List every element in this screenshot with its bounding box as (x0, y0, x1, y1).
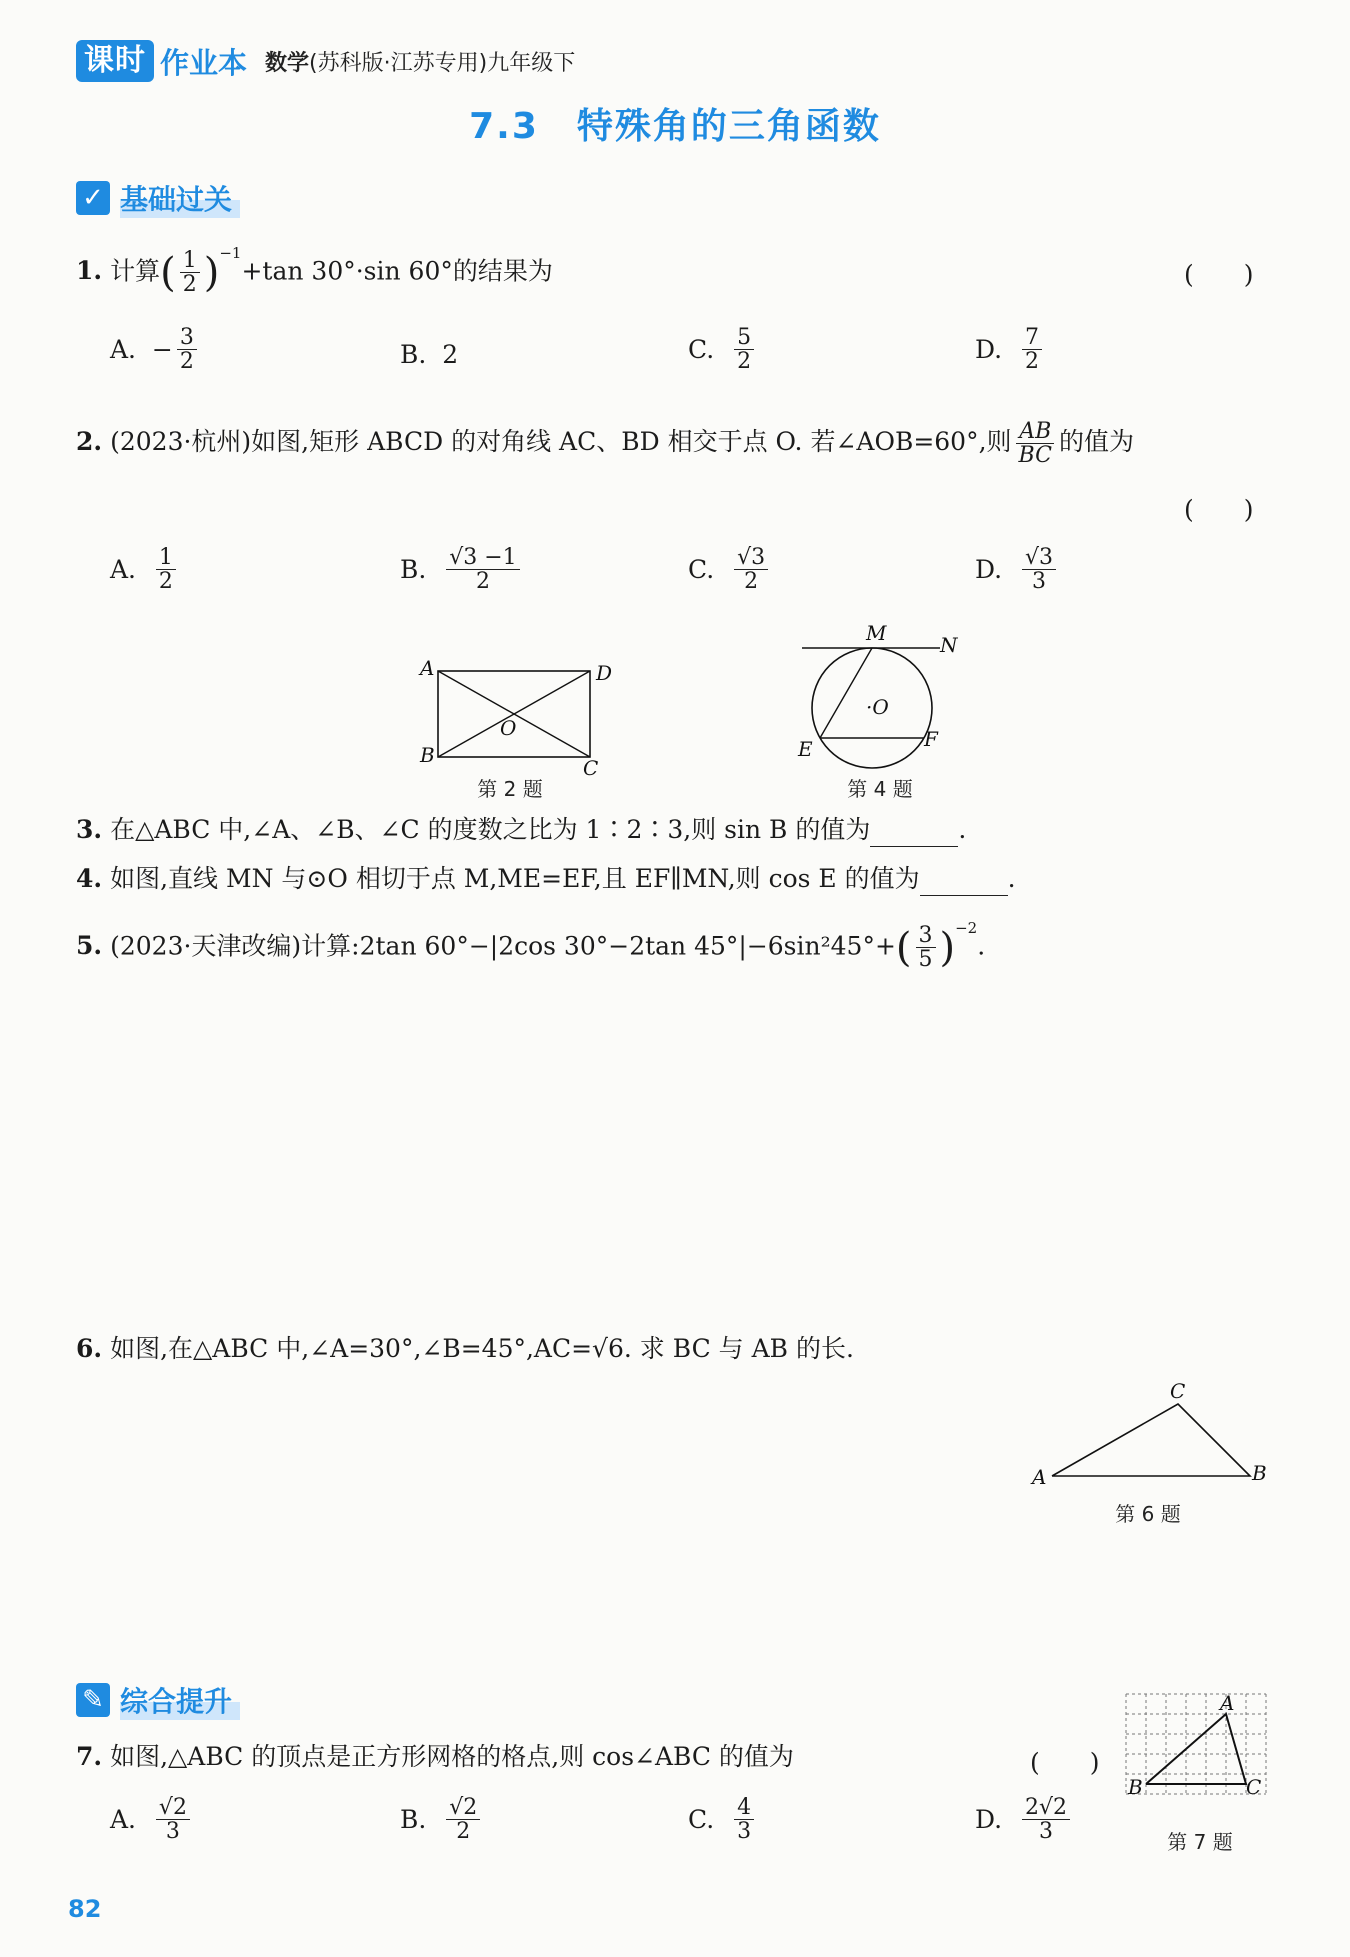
brand-logo: 课时 (76, 40, 154, 82)
q2-option-d: D. $\frac{√3}{3}$ (975, 546, 1060, 593)
q1-option-a: A. − $\frac{3}{2}$ (110, 326, 201, 373)
fig6-label-b: B (1252, 1461, 1267, 1485)
q5-number: 5. (76, 931, 103, 961)
q7-text: 如图,△ABC 的顶点是正方形网格的格点,则 cos∠ABC 的值为 (110, 1742, 794, 1771)
q5-end: . (977, 931, 986, 961)
fig2-label-c: C (583, 756, 599, 780)
section-basic-title: 基础过关 (120, 178, 240, 218)
fig4-label-e: E (798, 737, 813, 761)
q7-answer-paren: ( ) (1030, 1748, 1100, 1777)
q1-number: 1. (76, 256, 103, 286)
fig2-label-a: A (420, 656, 435, 680)
q4-number: 4. (76, 864, 103, 893)
q1-frac-num: 1 (180, 249, 200, 273)
question-6 (76, 1332, 854, 1366)
figure-4-circle (790, 622, 975, 774)
fig2-label-b: B (420, 743, 435, 767)
figure-7-caption: 第 7 题 (1167, 1830, 1233, 1854)
subject-label: 数学 (265, 50, 310, 76)
q7-option-d: D. $\frac{2√2}{3}$ (975, 1796, 1074, 1843)
section-basic (76, 178, 240, 218)
q7-number: 7. (76, 1742, 103, 1771)
section-advanced (76, 1680, 240, 1720)
figure-6-triangle (1030, 1380, 1270, 1490)
q2-option-a: A. $\frac{1}{2}$ (110, 546, 180, 593)
q4-text: 如图,直线 MN 与⊙O 相切于点 M,ME=EF,且 EF∥MN,则 cos E 的值为 (110, 864, 920, 893)
q2-number: 2. (76, 427, 103, 457)
fig4-label-n: N (940, 633, 958, 657)
q4-end: . (1007, 864, 1016, 893)
q1-pre: 计算 (110, 256, 161, 286)
q5-exp: −2 (955, 919, 978, 937)
q4-answer-blank[interactable] (920, 871, 1008, 896)
figure-6-caption: 第 6 题 (1115, 1502, 1181, 1526)
fig4-label-m: M (866, 621, 887, 645)
fig4-label-o: ·O (866, 695, 889, 719)
page-number: 82 (68, 1895, 102, 1923)
q1-option-b: B. 2 (400, 340, 459, 369)
q1-frac-den: 2 (182, 272, 197, 298)
q2-post: 的值为 (1058, 427, 1134, 457)
brand-series: 作业本 (160, 45, 248, 80)
question-7 (76, 1740, 794, 1774)
q2-answer-paren: ( ) (1184, 495, 1254, 524)
q5-frac-den: 5 (918, 947, 933, 973)
figure-7-grid-triangle (1122, 1690, 1272, 1810)
q7-option-c: C. $\frac{4}{3}$ (688, 1796, 758, 1843)
figure-2-caption: 第 2 题 (477, 777, 543, 801)
q5-text: (2023·天津改编)计算:2tan 60°−|2cos 30°−2tan 45°|−6sin²45°+ (110, 931, 896, 961)
q1-answer-paren: ( ) (1184, 260, 1254, 289)
q2-frac-num: AB (1016, 420, 1054, 444)
q7-option-b: B. $\frac{√2}{2}$ (400, 1796, 484, 1843)
q3-text: 在△ABC 中,∠A、∠B、∠C 的度数之比为 1∶2∶3,则 sin B 的值为 (110, 815, 871, 844)
q5-frac-num: 3 (916, 924, 936, 948)
section-advanced-title: 综合提升 (120, 1680, 240, 1720)
q1-option-c: C. $\frac{5}{2}$ (688, 326, 758, 373)
fig6-label-a: A (1032, 1465, 1047, 1489)
fig7-label-a: A (1220, 1691, 1235, 1715)
q3-number: 3. (76, 815, 103, 844)
figure-2-rectangle (410, 655, 613, 780)
q2-option-c: C. $\frac{√3}{2}$ (688, 546, 772, 593)
page-title: 7.3 特殊角的三角函数 (469, 106, 881, 147)
question-4 (76, 862, 1016, 896)
q1-post: +tan 30°·sin 60°的结果为 (241, 256, 553, 286)
page-header (76, 40, 575, 82)
question-2 (76, 420, 1134, 467)
q1-option-d: D. $\frac{7}{2}$ (975, 326, 1046, 373)
q3-answer-blank[interactable] (870, 822, 958, 847)
edition-label: (苏科版·江苏专用)九年级下 (309, 50, 576, 76)
q1-exp: −1 (219, 244, 242, 262)
pencil-icon: ✎ (76, 1683, 110, 1717)
q2-text: (2023·杭州)如图,矩形 ABCD 的对角线 AC、BD 相交于点 O. 若∠AOB=60°,则 (110, 427, 1012, 457)
fig2-label-d: D (596, 661, 613, 685)
check-icon: ✓ (76, 181, 110, 215)
fig2-label-o: O (500, 716, 517, 740)
q6-number: 6. (76, 1334, 103, 1363)
question-1: 1. 计算( $\frac{1}{2}$ )$^{-1}$+tan 30°·sin 60°的结果为 (76, 244, 553, 298)
q2-frac-den: BC (1018, 443, 1052, 469)
fig7-label-c: C (1246, 1775, 1262, 1799)
q6-text: 如图,在△ABC 中,∠A=30°,∠B=45°,AC=√6. 求 BC 与 AB 的长. (110, 1334, 854, 1363)
fig6-label-c: C (1170, 1379, 1186, 1403)
q2-option-b: B. $\frac{√3 -1}{2}$ (400, 546, 524, 593)
figure-4-caption: 第 4 题 (847, 777, 913, 801)
question-3 (76, 813, 966, 847)
q3-end: . (958, 815, 967, 844)
fig7-label-b: B (1128, 1775, 1143, 1799)
fig4-label-f: F (924, 727, 938, 751)
question-5: 5. (2023·天津改编)计算:2tan 60°−|2cos 30°−2tan 45°|−6sin²45°+( $\frac{3}{5}$ )$^{-2}$. (76, 919, 986, 973)
brand-subtitle (265, 46, 575, 77)
q7-option-a: A. $\frac{√2}{3}$ (110, 1796, 194, 1843)
